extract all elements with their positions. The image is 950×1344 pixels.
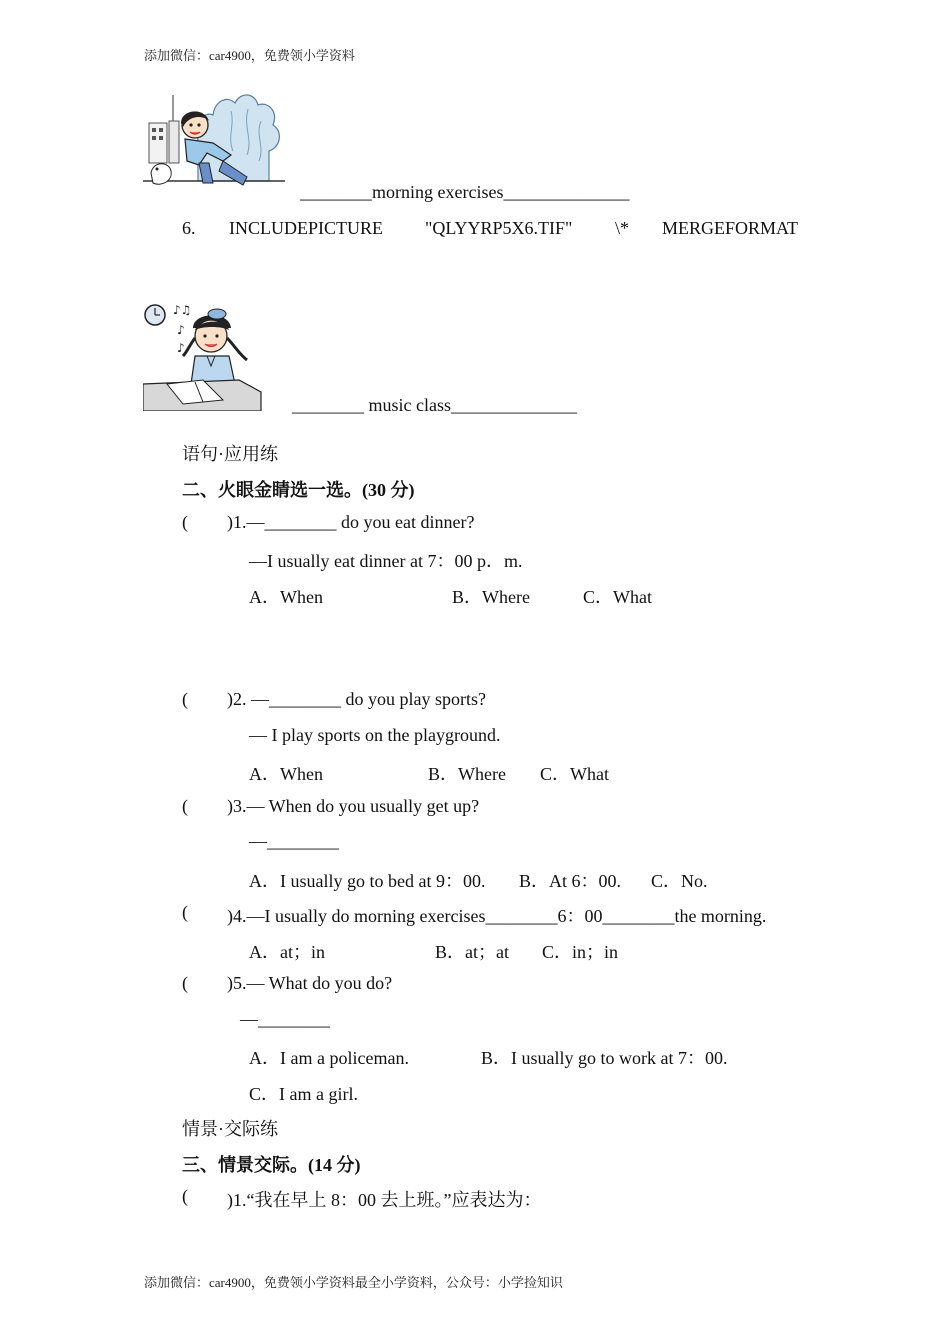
q3-stem: )3.— When do you usually get up? [227, 796, 480, 816]
section-three-heading: 三、情景交际。(14 分) [182, 1155, 361, 1175]
field-code-mergeformat: MERGEFORMAT [662, 218, 799, 238]
q1-stem: )1.—________ do you eat dinner? [227, 512, 475, 532]
svg-text:♪: ♪ [177, 341, 185, 355]
q4-option-b: B．at；at [435, 942, 509, 962]
q1-option-a: A．When [249, 587, 323, 607]
s3-q1-stem: )1.“我在早上 8：00 去上班。”应表达为： [227, 1190, 542, 1210]
s3-q1-paren: ( [182, 1186, 188, 1206]
situation-section-label: 情景·交际练 [182, 1119, 278, 1139]
music-class-illustration [143, 300, 263, 411]
q3-answer: —________ [249, 831, 339, 851]
q3-option-b: B．At 6：00. [519, 871, 622, 891]
q1-paren: ( [182, 512, 188, 532]
q3-option-a: A．I usually go to bed at 9：00. [249, 871, 486, 891]
q1-option-c: C．What [583, 587, 652, 607]
field-code-filename: "QLYYRP5X6.TIF" [425, 218, 573, 238]
svg-text:♪♫: ♪♫ [173, 303, 192, 317]
q2-option-a: A．When [249, 764, 323, 784]
q5-answer: —________ [240, 1009, 330, 1029]
q5-stem: )5.— What do you do? [227, 973, 393, 993]
item-6-number: 6. [182, 218, 196, 238]
q2-paren: ( [182, 689, 188, 709]
q2-option-b: B．Where [428, 764, 506, 784]
section-two-heading: 二、火眼金睛选一选。(30 分) [182, 480, 415, 500]
music-class-answer-line: ________ music class______________ [292, 395, 577, 415]
q5-option-c: C．I am a girl. [249, 1084, 358, 1104]
q3-paren: ( [182, 796, 188, 816]
q5-paren: ( [182, 973, 188, 993]
q2-stem: )2. —________ do you play sports? [227, 689, 486, 709]
q4-paren: ( [182, 902, 188, 922]
q5-option-b: B．I usually go to work at 7：00. [481, 1048, 728, 1068]
morning-exercises-illustration [143, 81, 285, 194]
q5-option-a: A．I am a policeman. [249, 1048, 409, 1068]
q4-option-a: A．at；in [249, 942, 325, 962]
q2-answer: — I play sports on the playground. [249, 725, 501, 745]
field-code-include: INCLUDEPICTURE [229, 218, 383, 238]
page-footer: 添加微信：car4900，免费领小学资料最全小学资料，公众号：小学捡知识 [144, 1275, 563, 1290]
q1-option-b: B．Where [452, 587, 530, 607]
page-header: 添加微信：car4900，免费领小学资料 [144, 48, 355, 63]
q1-answer: —I usually eat dinner at 7：00 p．m. [249, 551, 523, 571]
field-code-switch: \* [615, 218, 630, 238]
morning-exercises-answer-line: ________morning exercises______________ [300, 182, 630, 202]
q2-option-c: C．What [540, 764, 609, 784]
q4-option-c: C．in；in [542, 942, 619, 962]
q4-stem: )4.—I usually do morning exercises________6：00________the morning. [227, 906, 767, 926]
practice-section-label: 语句·应用练 [182, 444, 278, 464]
svg-text:♪: ♪ [177, 323, 185, 337]
q3-option-c: C．No. [651, 871, 708, 891]
